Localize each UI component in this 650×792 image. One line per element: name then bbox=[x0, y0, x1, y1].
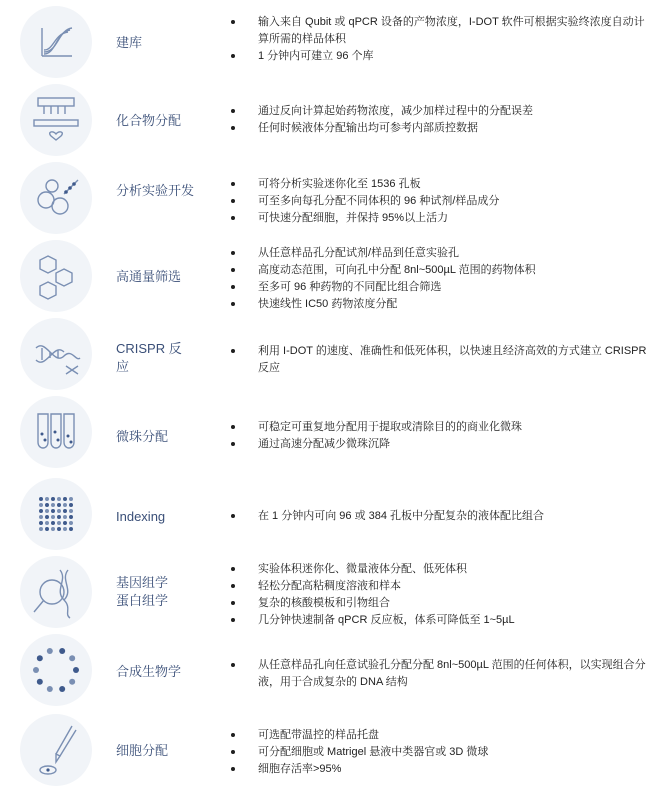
bullet: 可快速分配细胞，并保持 95%以上活力 bbox=[228, 210, 648, 227]
bullet: 1 分钟内可建立 96 个库 bbox=[228, 48, 648, 65]
library-curve-icon bbox=[20, 6, 92, 78]
bullet: 几分钟快速制备 qPCR 反应板，体系可降低至 1~5µL bbox=[228, 612, 648, 629]
bullet: 细胞存活率>95% bbox=[228, 761, 648, 778]
bullet-list bbox=[228, 176, 648, 227]
cell-dropper-icon bbox=[20, 714, 92, 786]
bullet: 从任意样品孔分配试剂/样品到任意实验孔 bbox=[228, 245, 648, 262]
row-title: 微珠分配 bbox=[116, 429, 169, 444]
row-title: Indexing bbox=[116, 509, 166, 524]
pipette-plate-icon bbox=[20, 84, 92, 156]
bullet: 可稳定可重复地分配用于提取或清除目的的商业化微珠 bbox=[228, 419, 648, 436]
dot-ring-icon bbox=[20, 634, 92, 706]
cell-pipette-icon bbox=[20, 162, 92, 234]
row-title: 化合物分配 bbox=[116, 113, 182, 128]
bullet-list bbox=[228, 727, 648, 778]
bead-tubes-icon bbox=[20, 396, 92, 468]
bullet-list bbox=[228, 419, 648, 453]
bullet-list bbox=[228, 245, 648, 313]
bullet-list bbox=[228, 508, 648, 525]
row-title: 建库 bbox=[116, 35, 143, 50]
row-title: 基因组学 蛋白组学 bbox=[116, 575, 169, 608]
bullet: 轻松分配高粘稠度溶液和样本 bbox=[228, 578, 648, 595]
bullet: 可将分析实验迷你化至 1536 孔板 bbox=[228, 176, 648, 193]
row-title: CRISPR 反应 bbox=[116, 341, 182, 374]
bullet: 通过反向计算起始药物浓度，减少加样过程中的分配误差 bbox=[228, 103, 648, 120]
bullet: 高度动态范围，可向孔中分配 8nl~500µL 范围的药物体积 bbox=[228, 262, 648, 279]
bullet-list bbox=[228, 103, 648, 137]
dna-magnifier-icon bbox=[20, 556, 92, 628]
hexagon-molecule-icon bbox=[20, 240, 92, 312]
bullet-list bbox=[228, 657, 648, 691]
dot-grid-icon bbox=[20, 478, 92, 550]
row-title: 高通量筛选 bbox=[116, 269, 182, 284]
dna-scissors-icon bbox=[20, 318, 92, 390]
bullet: 至多可 96 种药物的不同配比组合筛选 bbox=[228, 279, 648, 296]
bullet-list bbox=[228, 343, 648, 377]
bullet-list bbox=[228, 14, 648, 65]
bullet: 实验体积迷你化、微量液体分配、低死体积 bbox=[228, 561, 648, 578]
row-title: 合成生物学 bbox=[116, 664, 182, 679]
bullet: 输入来自 Qubit 或 qPCR 设备的产物浓度，I-DOT 软件可根据实验终浓度自动计算所需的样品体积 bbox=[228, 14, 648, 48]
bullet: 快速线性 IC50 药物浓度分配 bbox=[228, 296, 648, 313]
bullet: 复杂的核酸模板和引物组合 bbox=[228, 595, 648, 612]
row-title: 细胞分配 bbox=[116, 743, 169, 758]
bullet: 在 1 分钟内可向 96 或 384 孔板中分配复杂的液体配比组合 bbox=[228, 508, 648, 525]
bullet: 可至多向每孔分配不同体积的 96 种试剂/样品成分 bbox=[228, 193, 648, 210]
bullet: 可选配带温控的样品托盘 bbox=[228, 727, 648, 744]
bullet: 任何时候液体分配输出均可参考内部质控数据 bbox=[228, 120, 648, 137]
bullet: 利用 I-DOT 的速度、准确性和低死体积，以快速且经济高效的方式建立 CRISPR 反应 bbox=[228, 343, 648, 377]
bullet: 通过高速分配减少微珠沉降 bbox=[228, 436, 648, 453]
bullet-list bbox=[228, 561, 648, 629]
bullet: 从任意样品孔向任意试验孔分配分配 8nl~500µL 范围的任何体积，以实现组合分液，用于合成复杂的 DNA 结构 bbox=[228, 657, 648, 691]
row-title: 分析实验开发 bbox=[116, 183, 195, 198]
bullet: 可分配细胞或 Matrigel 悬液中类器官或 3D 微球 bbox=[228, 744, 648, 761]
